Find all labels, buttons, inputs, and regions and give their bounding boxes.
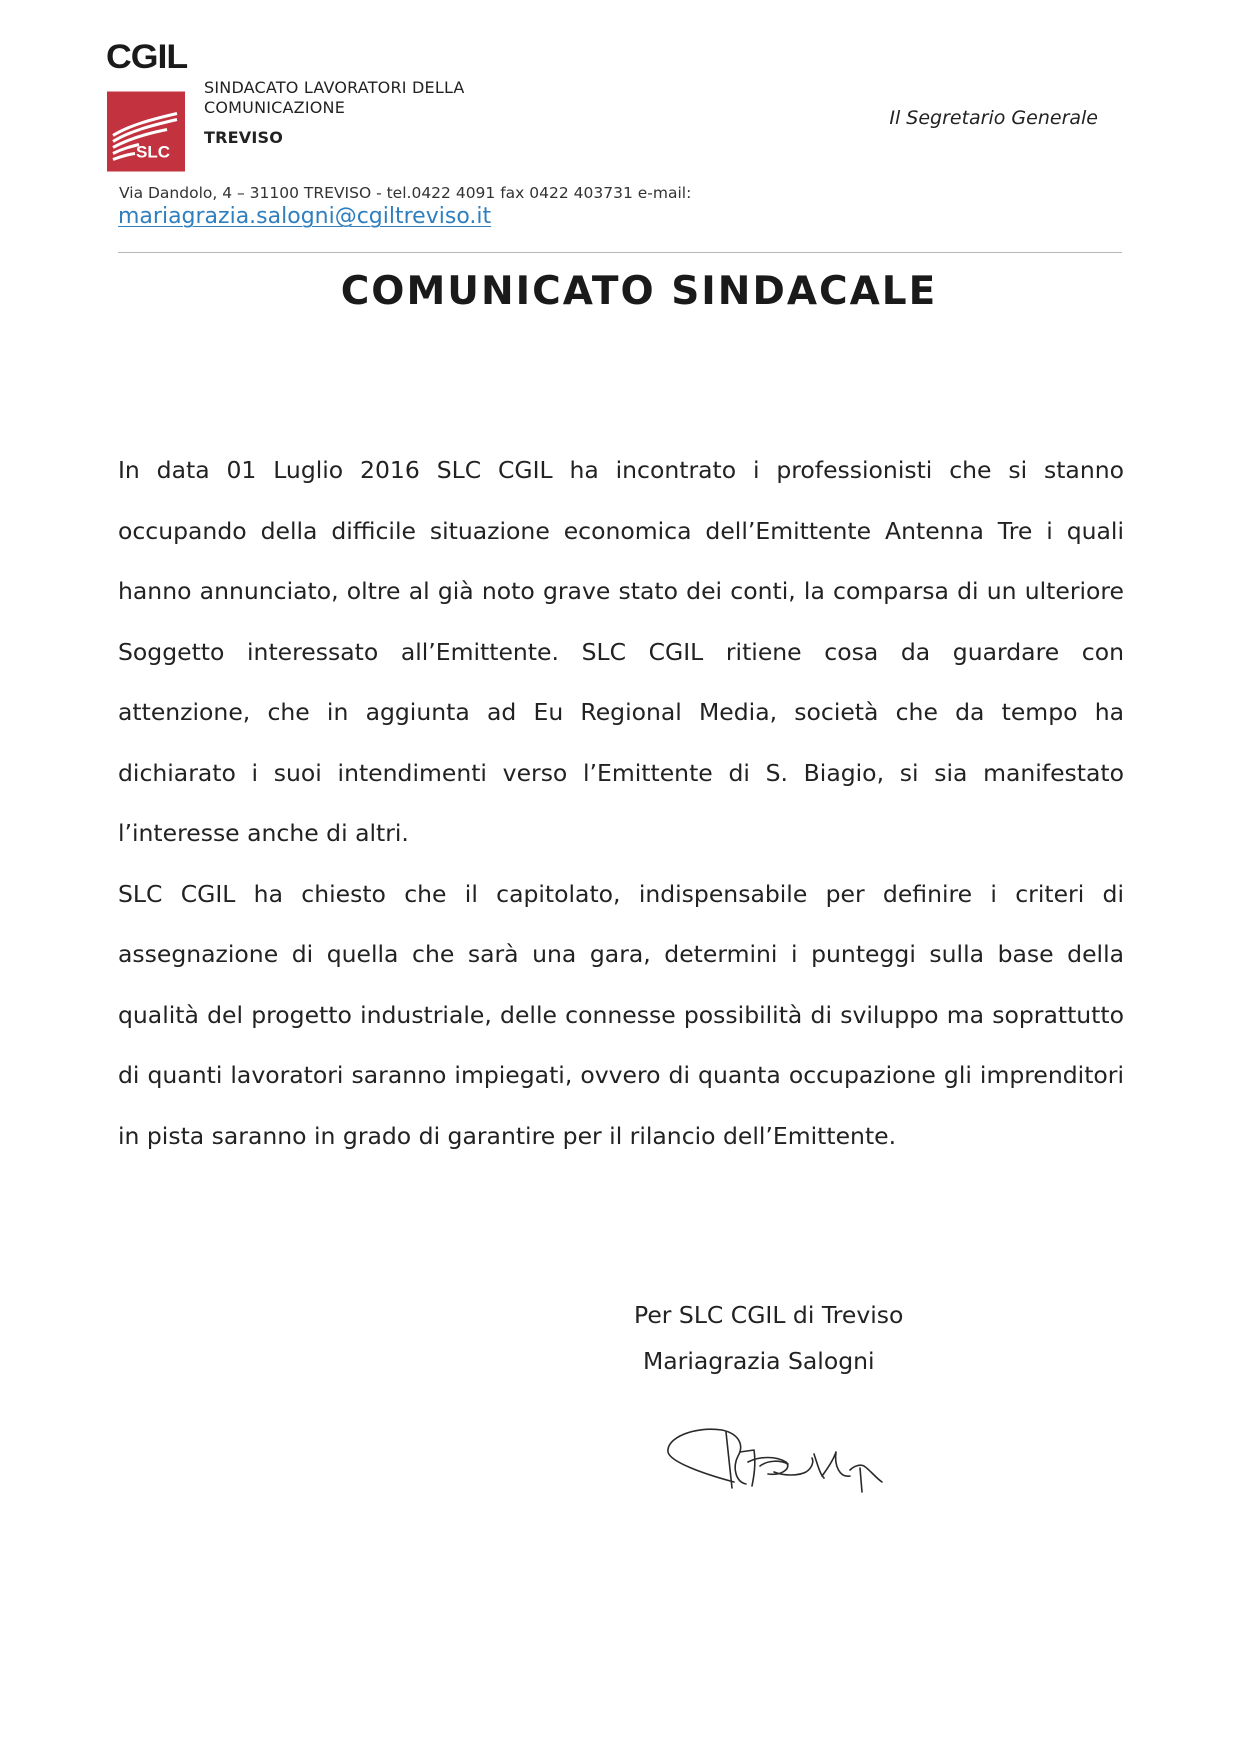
document-body: [118, 440, 1124, 1166]
org-name-block: [204, 78, 465, 148]
secretary-title: Il Segretario Generale: [889, 107, 1098, 129]
org-city: TREVISO: [204, 128, 284, 147]
contact-email-link[interactable]: mariagrazia.salogni@cgiltreviso.it: [118, 204, 492, 229]
slc-logo-mark: [107, 75, 185, 188]
logo-badge-text: SLC: [136, 142, 170, 162]
handwritten-signature: [664, 1412, 914, 1500]
org-name-line-2: COMUNICAZIONE: [204, 98, 346, 117]
closing-block: [634, 1292, 903, 1384]
logo-wordmark: CGIL: [106, 38, 188, 76]
closing-on-behalf-of: Per SLC CGIL di Treviso: [634, 1301, 904, 1329]
closing-signatory: Mariagrazia Salogni: [643, 1347, 875, 1375]
body-paragraph-2: SLC CGIL ha chiesto che il capitolato, indispensabile per definire i criteri di assegnazione di quella che sarà una gara, determini i punteggi sulla base della qualità del progetto industriale, delle connesse possibilità di sviluppo ma soprattutto di quanti lavoratori saranno impiegati, ovvero di quanta occupazione gli imprenditori in pista saranno in grado di garantire per il rilancio dell’Emittente.: [118, 879, 1124, 1150]
header-divider: [118, 252, 1122, 253]
body-paragraph-1: In data 01 Luglio 2016 SLC CGIL ha incontrato i professionisti che si stanno occupando della difficile situazione economica dell’Emittente Antenna Tre i quali hanno annunciato, oltre al già noto grave stato dei conti, la comparsa di un ulteriore Soggetto interessato all’Emittente. SLC CGIL ritiene cosa da guardare con attenzione, che in aggiunta ad Eu Regional Media, società che da tempo ha dichiarato i suoi intendimenti verso l’Emittente di S. Biagio, si sia manifestato l’interesse anche di altri.: [118, 456, 1124, 847]
document-title: COMUNICATO SINDACALE: [340, 269, 938, 314]
org-name-line-1: SINDACATO LAVORATORI DELLA: [204, 78, 465, 97]
cgil-logo: [106, 38, 188, 162]
contact-address: Via Dandolo, 4 – 31100 TREVISO - tel.0422 4091 fax 0422 403731 e-mail:: [119, 184, 692, 202]
